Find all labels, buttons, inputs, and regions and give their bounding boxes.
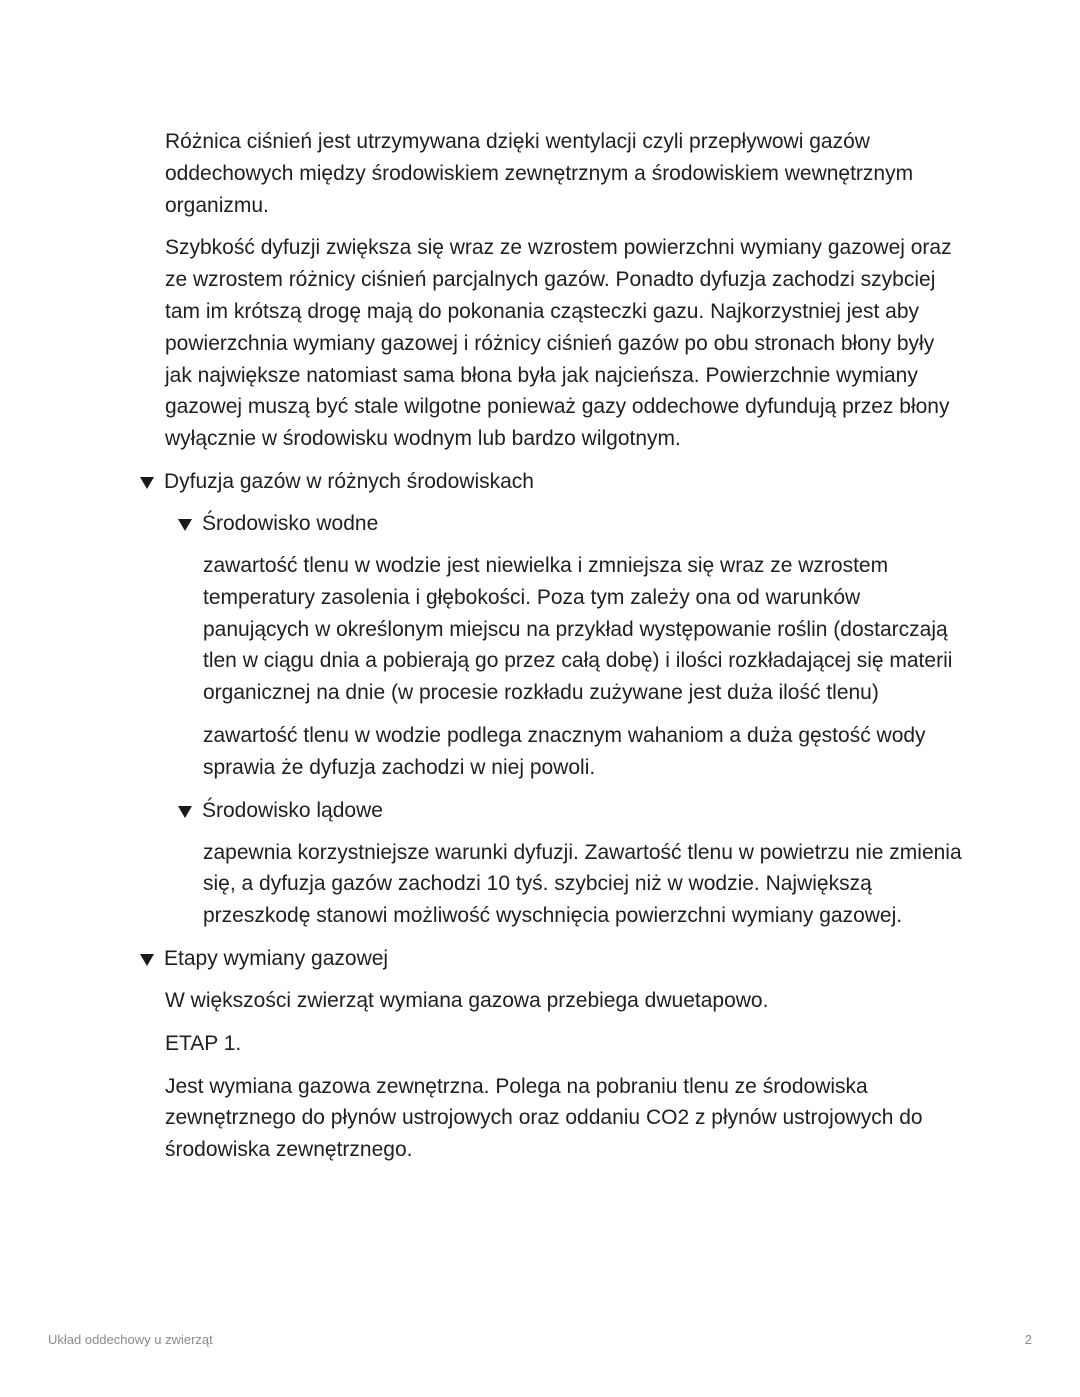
triangle-down-icon[interactable] [140, 954, 154, 966]
toggle-diffusion-environments[interactable] [140, 466, 1080, 498]
paragraph-external-exchange: Jest wymiana gazowa zewnętrzna. Polega na pobraniu tlenu ze środowiska zewnętrznego do płynów ustrojowych oraz oddaniu CO2 z płynów ustrojowych do środowiska zewnętrznego. [165, 1074, 923, 1162]
triangle-down-icon[interactable] [178, 519, 192, 531]
toggle-water-environment[interactable] [178, 508, 1080, 540]
stage-heading: ETAP 1. [165, 1031, 242, 1055]
paragraph-two-stage: W większości zwierząt wymiana gazowa przebiega dwuetapowo. [165, 988, 769, 1012]
toggle-gas-exchange-stages[interactable] [140, 943, 1080, 975]
toggle-label: Dyfuzja gazów w różnych środowiskach [164, 469, 534, 493]
triangle-down-icon[interactable] [140, 477, 154, 489]
paragraph-diffusion-speed: Szybkość dyfuzji zwiększa się wraz ze wzrostem powierzchni wymiany gazowej oraz ze wzrostem różnicy ciśnień parcjalnych gazów. Ponadto dyfuzja zachodzi szybciej tam im krótszą drogę mają do pokonania cząsteczki gazu. Najkorzystniej jest aby powierzchnia wymiany gazowej i różnicy ciśnień gazów po obu stronach błony były jak największe natomiast sama błona była jak najcieńsza. Powierzchnie wymiany gazowej muszą być stale wilgotne ponieważ gazy oddechowe dyfundują przez błony wyłącznie w środowisku wodnym lub bardzo wilgotnym. [165, 236, 952, 451]
toggle-land-environment[interactable] [178, 795, 1080, 827]
toggle-label: Etapy wymiany gazowej [164, 946, 389, 970]
paragraph-land-conditions: zapewnia korzystniejsze warunki dyfuzji. Zawartość tlenu w powietrzu nie zmienia się, a dyfuzja gazów zachodzi 10 tyś. szybciej niż w wodzie. Największą przeszkodę stanowi możliwość wyschnięcia powierzchni wymiany gazowej. [203, 840, 962, 928]
toggle-label: Środowisko lądowe [202, 798, 383, 822]
document-body [0, 126, 1080, 1166]
footer-title: Układ oddechowy u zwierząt [48, 1332, 213, 1347]
page-number: 2 [1024, 1332, 1032, 1347]
toggle-label: Środowisko wodne [202, 511, 379, 535]
paragraph-oxygen-in-water: zawartość tlenu w wodzie jest niewielka i zmniejsza się wraz ze wzrostem temperatury zasolenia i głębokości. Poza tym zależy ona od warunków panujących w określonym miejscu na przykład występowanie roślin (dostarczają tlen w ciągu dnia a pobierają go przez całą dobę) i ilości rozkładającej się materii organicznej na dnie (w procesie rozkładu zużywane jest duża ilość tlenu) [203, 553, 953, 705]
paragraph-pressure-difference: Różnica ciśnień jest utrzymywana dzięki wentylacji czyli przepływowi gazów oddechowych między środowiskiem zewnętrznym a środowiskiem wewnętrznym organizmu. [165, 130, 914, 217]
triangle-down-icon[interactable] [178, 806, 192, 818]
paragraph-oxygen-fluctuations: zawartość tlenu w wodzie podlega znacznym wahaniom a duża gęstość wody sprawia że dyfuzja zachodzi w niej powoli. [203, 723, 926, 779]
page-footer [48, 1332, 1032, 1347]
